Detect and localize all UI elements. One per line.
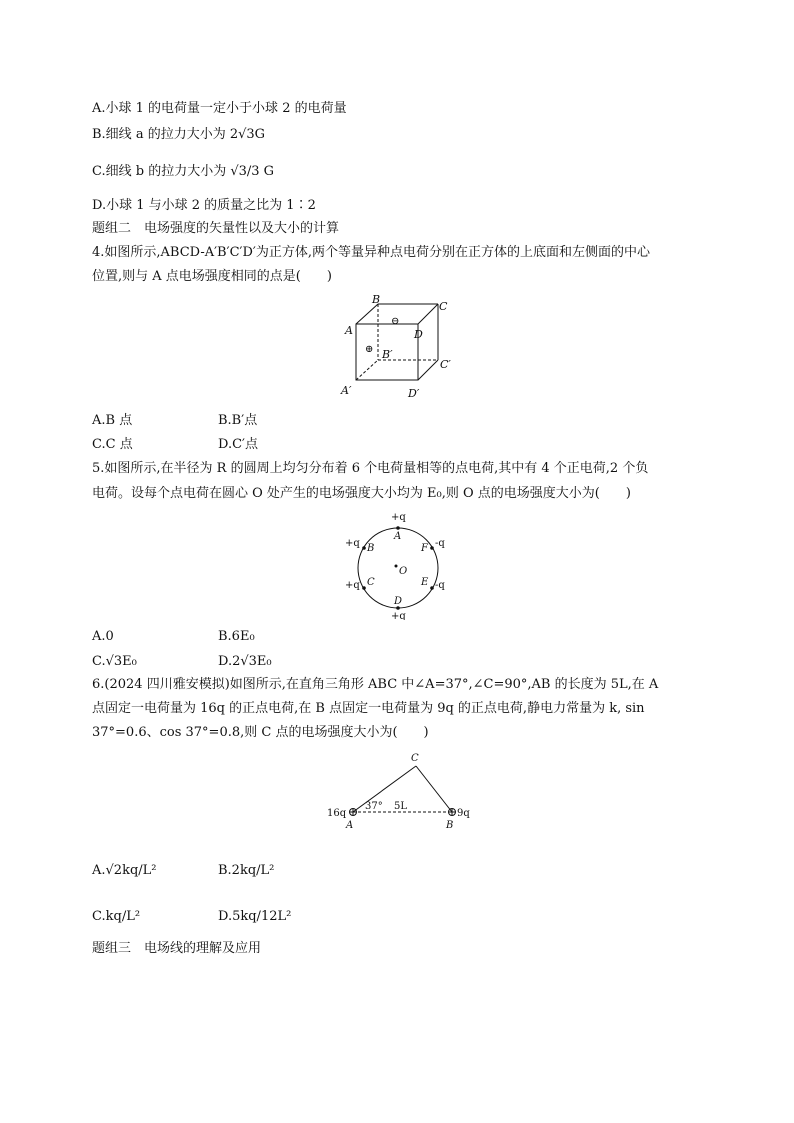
circle-charges-figure bbox=[340, 508, 460, 620]
cube-label-a: A bbox=[345, 324, 353, 337]
q6-option-d: D.5kq/12L² bbox=[218, 909, 292, 924]
q5-stem-line2: 电荷。设每个点电荷在圆心 O 处产生的电场强度大小均为 E₀,则 O 点的电场强度大小为( ) bbox=[92, 486, 631, 501]
group2-title: 题组二 电场强度的矢量性以及大小的计算 bbox=[92, 221, 340, 236]
q4-option-a: A.B 点 bbox=[92, 413, 133, 428]
q4-option-b: B.B′点 bbox=[218, 413, 258, 428]
cube-label-d: D bbox=[414, 328, 423, 341]
charge-d-label: +q bbox=[391, 611, 406, 620]
triangle-label-b: B bbox=[446, 820, 454, 830]
triangle-label-a: A bbox=[346, 820, 354, 830]
cube-label-c: C bbox=[439, 300, 448, 313]
cube-label-c-prime: C′ bbox=[440, 358, 451, 371]
q4-option-c: C.C 点 bbox=[92, 437, 133, 452]
q5-option-a: A.0 bbox=[92, 629, 114, 644]
charge-e-label: -q bbox=[435, 580, 445, 591]
triangle-label-c: C bbox=[411, 753, 419, 764]
charge-b-label: +q bbox=[345, 538, 360, 549]
cube-label-a-prime: A′ bbox=[341, 384, 352, 397]
q5-option-b: B.6E₀ bbox=[218, 629, 255, 644]
triangle-figure bbox=[322, 748, 482, 830]
q6-stem-line1: 6.(2024 四川雅安模拟)如图所示,在直角三角形 ABC 中∠A=37°,∠C=90°,AB 的长度为 5L,在 A bbox=[92, 677, 659, 692]
cube-figure bbox=[336, 292, 466, 404]
center-o-label: O bbox=[399, 566, 408, 577]
q5-option-d: D.2√3E₀ bbox=[218, 654, 272, 669]
q3-option-b: B.细线 a 的拉力大小为 2√3G bbox=[92, 127, 266, 142]
cube-label-b-prime: B′ bbox=[382, 348, 393, 361]
q4-stem-line2: 位置,则与 A 点电场强度相同的点是( ) bbox=[92, 269, 332, 284]
q3-option-d: D.小球 1 与小球 2 的质量之比为 1∶2 bbox=[92, 198, 316, 213]
point-b-label: B bbox=[367, 543, 375, 554]
point-e-label: E bbox=[421, 577, 429, 588]
q3-option-c: C.细线 b 的拉力大小为 √3/3 G bbox=[92, 164, 275, 179]
negative-charge-icon: ⊖ bbox=[391, 316, 400, 327]
positive-charge-icon: ⊕ bbox=[365, 344, 374, 355]
point-a-label: A bbox=[394, 531, 402, 542]
q4-stem-line1: 4.如图所示,ABCD-A′B′C′D′为正方体,两个等量异种点电荷分别在正方体的上底面和左侧面的中心 bbox=[92, 245, 650, 260]
charge-9q-label: 9q bbox=[457, 808, 470, 819]
group3-title: 题组三 电场线的理解及应用 bbox=[92, 941, 262, 956]
angle-37-label: 37° bbox=[365, 801, 383, 812]
point-f-label: F bbox=[421, 543, 428, 554]
q6-stem-line3: 37°=0.6、cos 37°=0.8,则 C 点的电场强度大小为( ) bbox=[92, 725, 429, 740]
charge-16q-label: 16q bbox=[327, 808, 347, 819]
q3-option-a: A.小球 1 的电荷量一定小于小球 2 的电荷量 bbox=[92, 101, 347, 116]
q6-option-b: B.2kq/L² bbox=[218, 863, 275, 878]
q6-option-a: A.√2kq/L² bbox=[92, 863, 157, 878]
q4-option-d: D.C′点 bbox=[218, 437, 258, 452]
charge-c-label: +q bbox=[345, 580, 360, 591]
charge-a-label: +q bbox=[391, 512, 406, 523]
point-c-label: C bbox=[367, 577, 375, 588]
cube-label-b: B bbox=[372, 293, 381, 306]
q5-stem-line1: 5.如图所示,在半径为 R 的圆周上均匀分布着 6 个电荷量相等的点电荷,其中有 4 个正电荷,2 个负 bbox=[92, 461, 649, 476]
length-5l-label: 5L bbox=[394, 801, 408, 812]
point-d-label: D bbox=[394, 596, 403, 607]
charge-f-label: -q bbox=[435, 538, 445, 549]
q5-option-c: C.√3E₀ bbox=[92, 654, 137, 669]
q6-stem-line2: 点固定一电荷量为 16q 的正点电荷,在 B 点固定一电荷量为 9q 的正点电荷,静电力常量为 k, sin bbox=[92, 701, 645, 716]
cube-label-d-prime: D′ bbox=[408, 387, 420, 400]
q6-option-c: C.kq/L² bbox=[92, 909, 141, 924]
